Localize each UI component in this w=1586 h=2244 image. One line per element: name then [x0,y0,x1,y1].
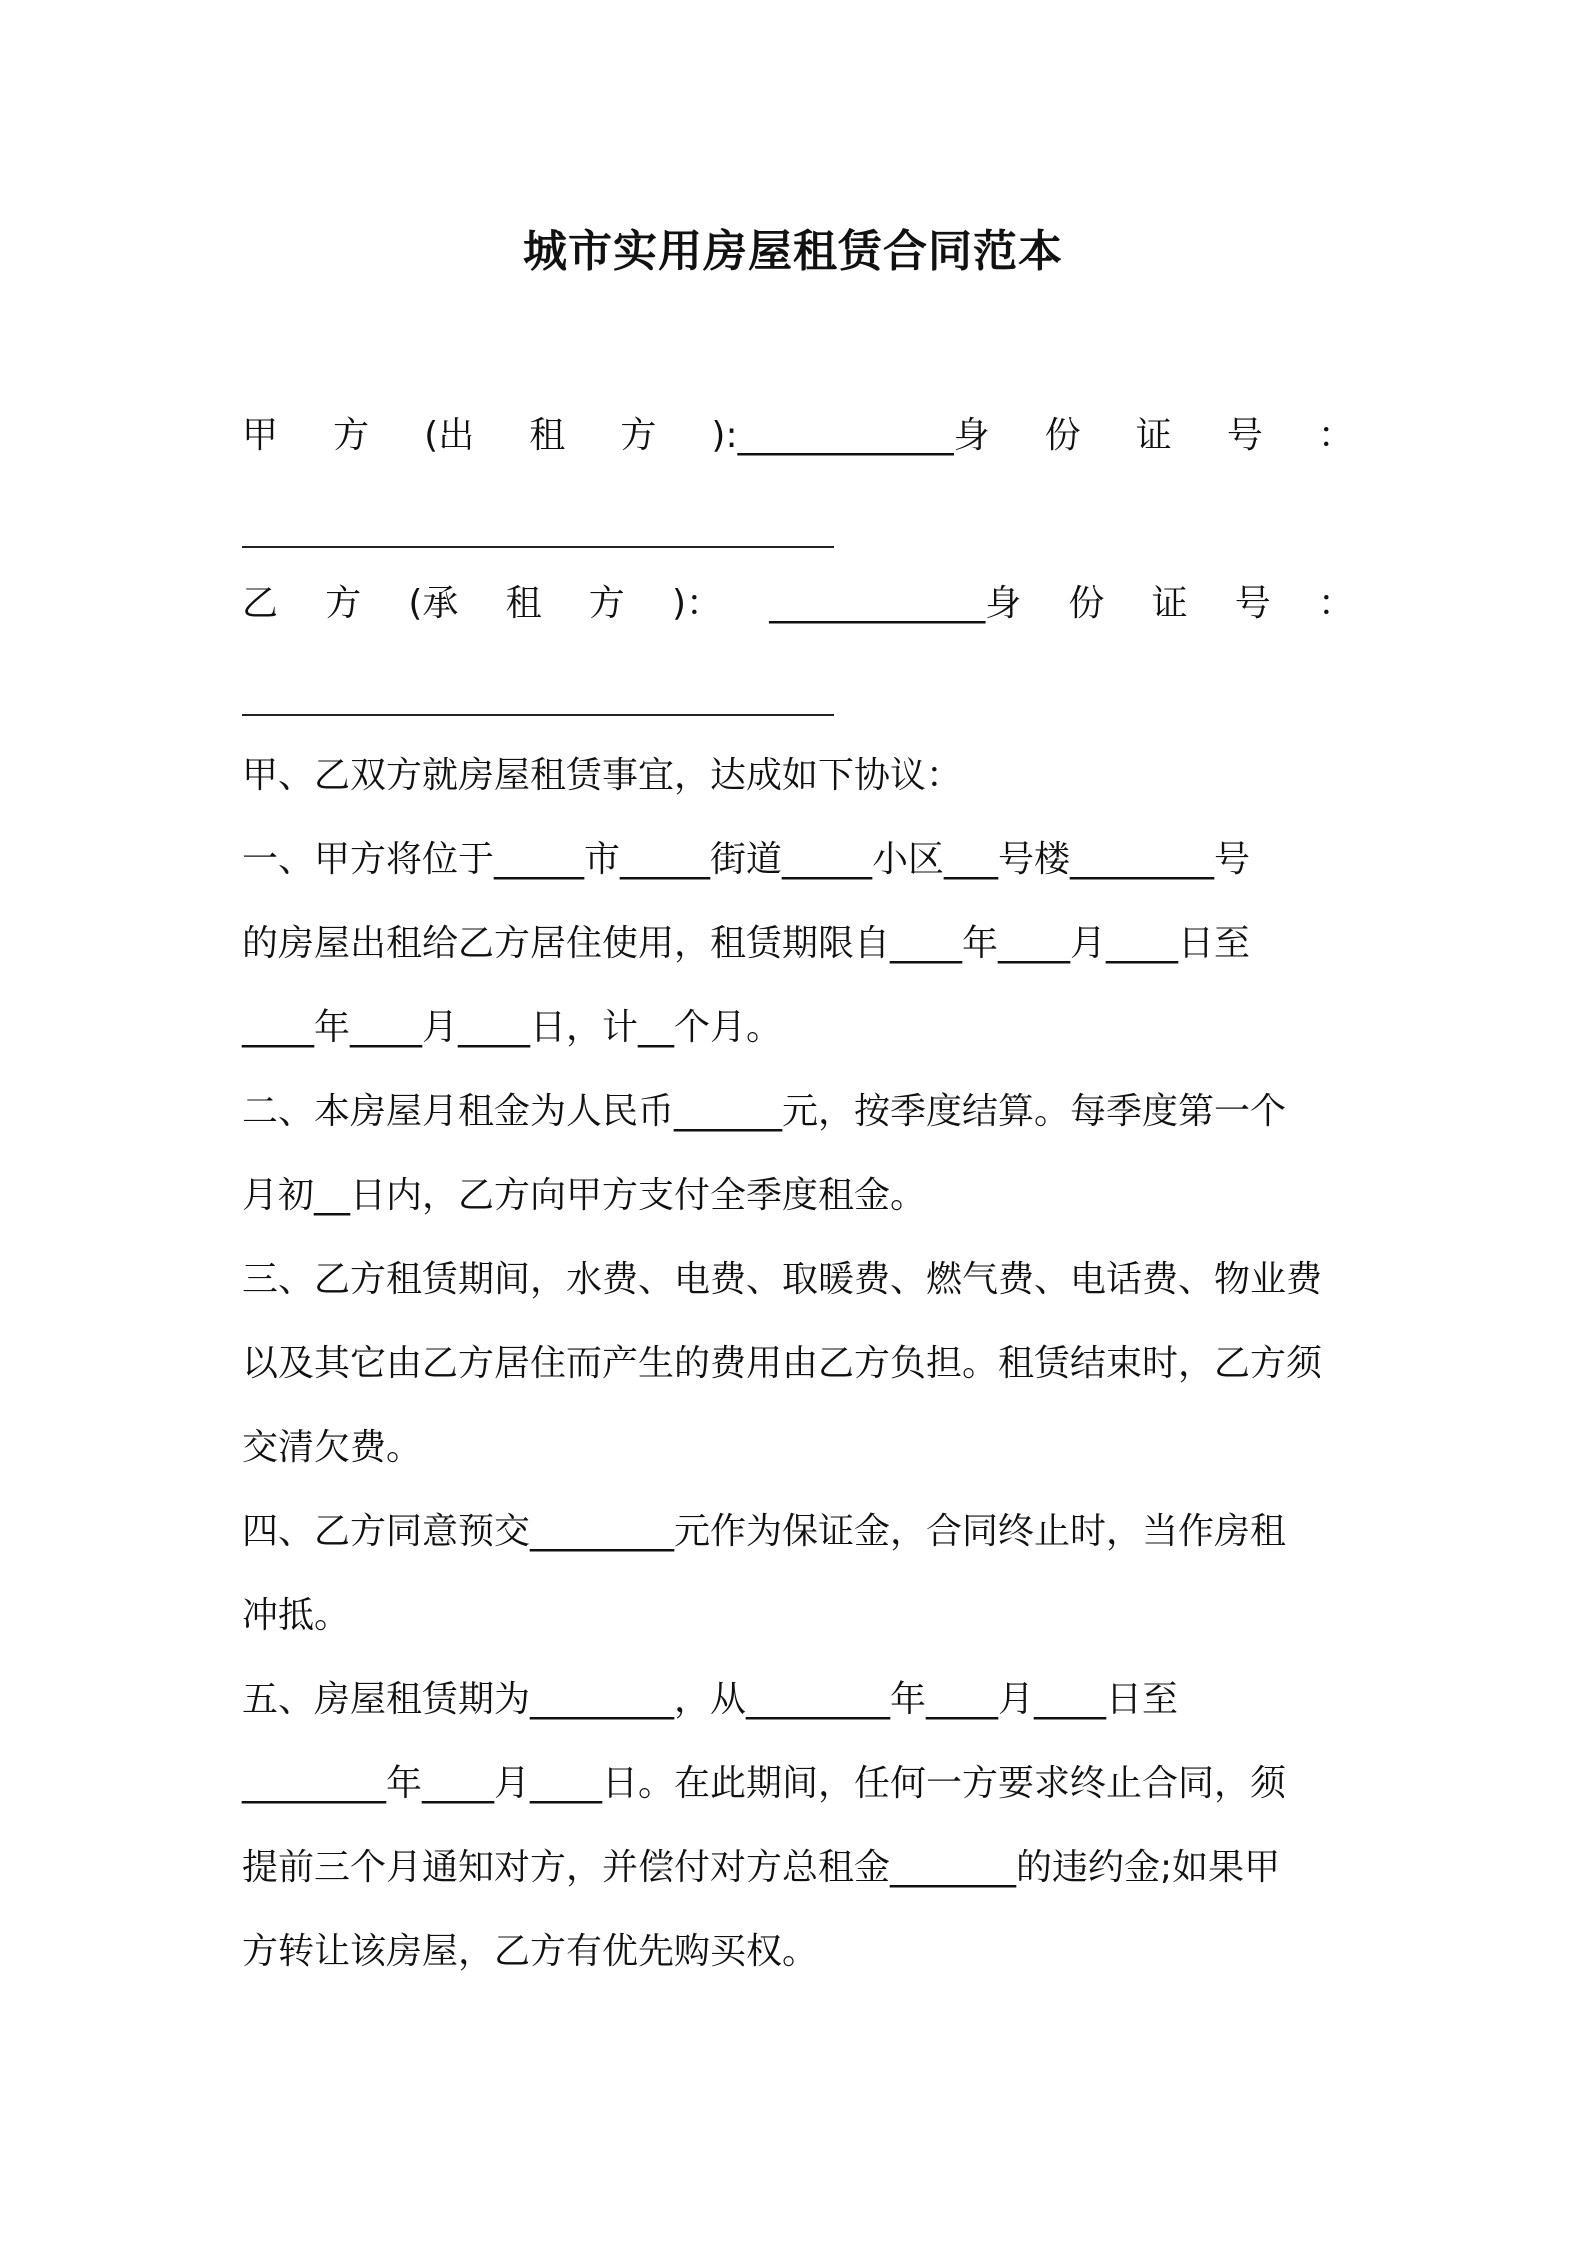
agreement-intro: 甲、乙双方就房屋租赁事宜，达成如下协议： [242,755,963,796]
clause-line: 五、房屋租赁期为________，从________年____月____日至 [242,1679,1179,1720]
clause-line: 方转让该房屋，乙方有优先购买权。 [242,1931,819,1972]
clause-line: 提前三个月通知对方，并偿付对方总租金_______的违约金;如果甲 [242,1847,1281,1888]
clause-line: 的房屋出租给乙方居住使用，租赁期限自____年____月____日至 [242,923,1251,964]
party-b-char: 租 [505,583,542,624]
party-b-char: 方 [325,583,362,624]
party-a-char: 号 [1226,415,1263,456]
party-a-id-blank [242,546,834,548]
party-a-char: 方 [333,415,370,456]
clause-line: 二、本房屋月租金为人民币______元，按季度结算。每季度第一个 [242,1091,1287,1132]
party-b-char: )： [671,583,723,624]
clause-line: 一、甲方将位于_____市_____街道_____小区___号楼________号 [242,839,1251,880]
party-b-line [242,578,1354,630]
party-a-char: 方 [620,415,657,456]
party-a-char: (出 [424,415,475,456]
clause-line: 以及其它由乙方居住而产生的费用由乙方负担。租赁结束时，乙方须 [242,1343,1323,1384]
party-a-char: ):____________身 [711,415,990,456]
party-b-char: 乙 [242,583,279,624]
party-a-char: 甲 [242,415,279,456]
clause-line: ____年____月____日，计__个月。 [242,1007,783,1048]
party-b-char: ____________身 [769,583,1022,624]
party-a-char: 证 [1135,415,1172,456]
party-b-char: 方 [588,583,625,624]
party-b-id-blank [242,714,834,716]
party-b-char: (承 [408,583,459,624]
party-b-char: 证 [1151,583,1188,624]
party-a-char: 租 [529,415,566,456]
party-a-char: 份 [1044,415,1081,456]
party-a-char: ： [1317,415,1354,456]
clause-line: ________年____月____日。在此期间，任何一方要求终止合同，须 [242,1763,1287,1804]
document-title: 城市实用房屋租赁合同范本 [523,226,1063,277]
party-b-char: 份 [1068,583,1105,624]
party-a-line [242,410,1354,462]
clause-line: 四、乙方同意预交________元作为保证金，合同终止时，当作房租 [242,1511,1287,1552]
party-b-char: ： [1317,583,1354,624]
clause-line: 冲抵。 [242,1595,351,1636]
clause-line: 三、乙方租赁期间，水费、电费、取暖费、燃气费、电话费、物业费 [242,1259,1323,1300]
clause-line: 交清欠费。 [242,1427,423,1468]
clause-line: 月初__日内，乙方向甲方支付全季度租金。 [242,1175,927,1216]
party-b-char: 号 [1234,583,1271,624]
